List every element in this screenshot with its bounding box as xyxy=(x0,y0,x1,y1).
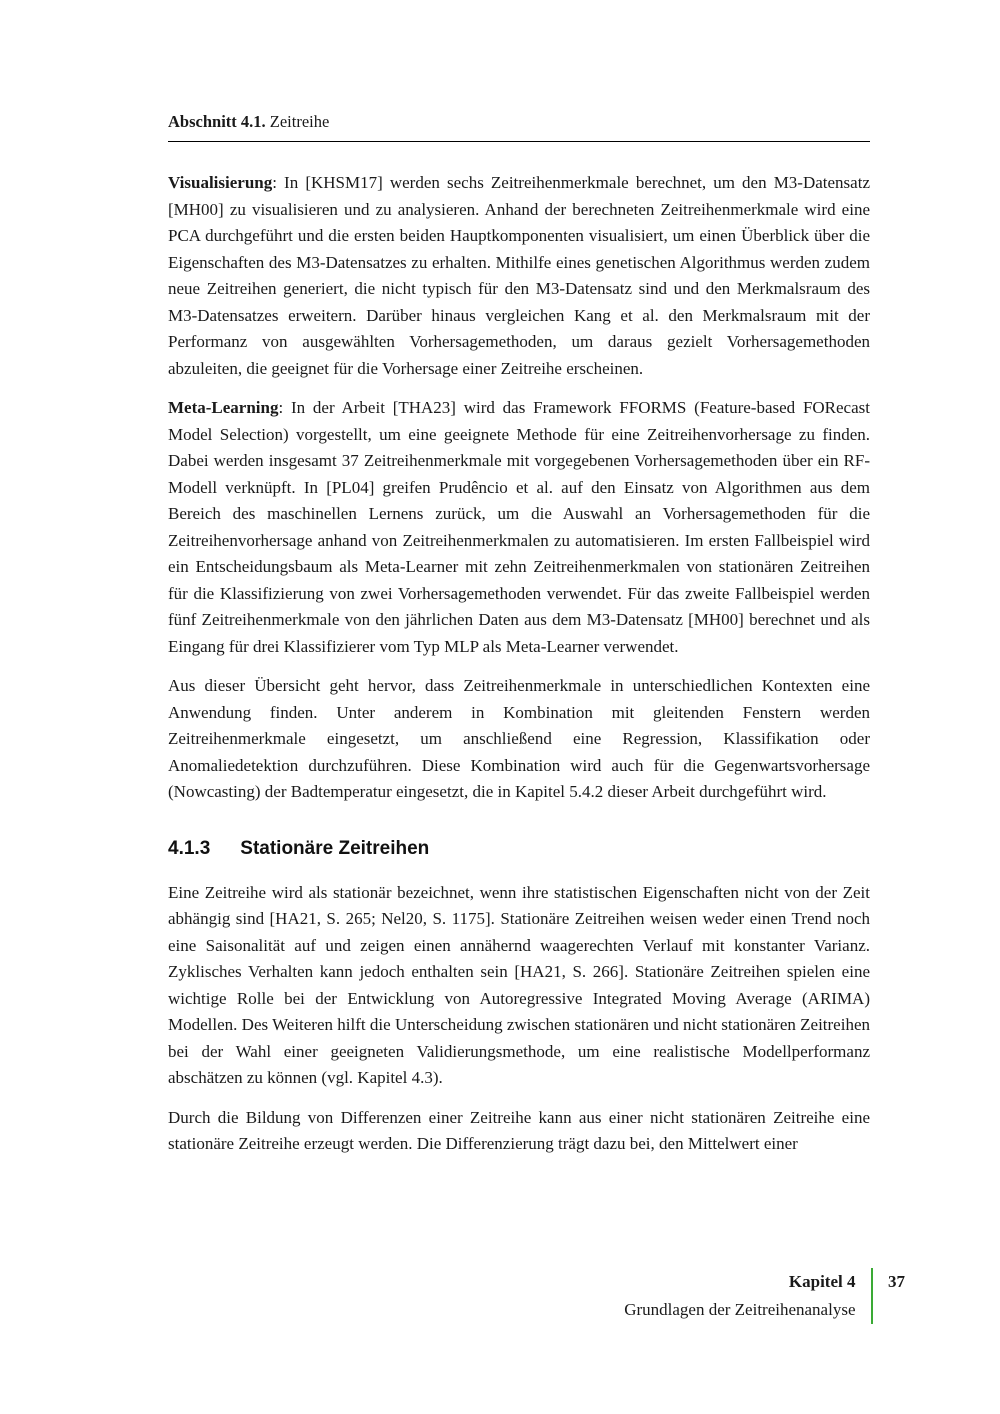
section-heading-number: 4.1.3 xyxy=(168,837,211,859)
section-heading-title: Stationäre Zeitreihen xyxy=(240,837,430,859)
paragraph-text: : In der Arbeit [THA23] wird das Framework FFORMS (Feature-based FORecast Model Selection) vorgestellt, um eine geeignete Methode für eine Zeitreihenvorhersage zu finden. Dabei werden insgesamt 37 Zeitreihenmerkmale mit vorgegebenen Vorhersagemethoden über ein RF-Modell verknüpft. In [PL04] greifen Prudêncio et al. auf den Einsatz von Algorithmen aus dem Bereich des maschinellen Lernens zurück, um die Auswahl an Vorhersagemethoden für die Zeitreihenvorhersage anhand von Zeitreihenmerkmalen zu automatisieren. Im ersten Fallbeispiel wird ein Entscheidungsbaum als Meta-Learner mit zehn Zeitreihenmerkmalen von stationären Zeitreihen für die Klassifizierung von zwei Vorhersagemethoden verwendet. Für das zweite Fallbeispiel werden fünf Zeitreihenmerkmale von den jährlichen Daten aus dem M3-Datensatz [MH00] berechnet und als Eingang für drei Klassifizierer vom Typ MLP als Meta-Learner verwendet. xyxy=(168,398,870,656)
footer-chapter-label: Kapitel 4 xyxy=(788,1272,856,1291)
section-heading xyxy=(168,838,870,860)
page-content xyxy=(168,112,870,1171)
paragraph-stationaer: Eine Zeitreihe wird als stationär bezeichnet, wenn ihre statistischen Eigenschaften nicht von der Zeit abhängig sind [HA21, S. 265; Nel20, S. 1175]. Stationäre Zeitreihen weisen weder einen Trend noch eine Saisonalität auf und zeigen einen annähernd waagerechten Verlauf mit konstanter Varianz. Zyklisches Verhalten kann jedoch enthalten sein [HA21, S. 266]. Stationäre Zeitreihen spielen eine wichtige Rolle bei der Entwicklung von Autoregressive Integrated Moving Average (ARIMA) Modellen. Des Weiteren hilft die Unterscheidung zwischen stationären und nicht stationären Zeitreihen bei der Wahl einer geeigneten Validierungsmethode, um eine realistische Modellperformanz abschätzen zu können (vgl. Kapitel 4.3). xyxy=(168,882,870,1087)
paragraph-differenzen: Durch die Bildung von Differenzen einer Zeitreihe kann aus einer nicht stationären Zeitreihe eine stationäre Zeitreihe erzeugt werden. Die Differenzierung trägt dazu bei, den Mittelwert einer xyxy=(168,1107,870,1153)
running-header-section-label: Abschnitt 4.1. xyxy=(168,112,266,131)
paragraph-visualisierung xyxy=(168,170,870,382)
running-header xyxy=(168,112,870,142)
body-text xyxy=(168,170,870,1158)
footer-chapter-subtitle: Grundlagen der Zeitreihenanalyse xyxy=(624,1300,856,1319)
paragraph-lead: Visualisierung xyxy=(168,173,273,192)
paragraph-lead: Meta-Learning xyxy=(168,398,279,417)
page-footer xyxy=(624,1268,918,1324)
footer-chapter-block xyxy=(624,1268,855,1324)
paragraph-meta-learning xyxy=(168,395,870,660)
paragraph-text: : In [KHSM17] werden sechs Zeitreihenmerkmale berechnet, um den M3-Datensatz [MH00] zu visualisieren und zu analysieren. Anhand der berechneten Zeitreihenmerkmale wird eine PCA durchgeführt und die ersten beiden Hauptkomponenten visualisiert, um einen Überblick über die Eigenschaften des M3-Datensatzes zu erhalten. Mithilfe eines genetischen Algorithmus werden zudem neue Zeitreihen generiert, die nicht typisch für den M3-Datensatz sind und den Merkmalsraum des M3-Datensatzes erweitern. Darüber hinaus vergleichen Kang et al. den Merkmalsraum mit der Performanz von ausgewählten Vorhersagemethoden, um daraus gezielt Vorhersagemethoden abzuleiten, die geeignet für die Vorhersage einer Zeitreihe erscheinen. xyxy=(168,173,870,378)
page-number: 37 xyxy=(888,1272,905,1291)
running-header-section-title: Zeitreihe xyxy=(269,112,330,131)
footer-accent-divider xyxy=(871,1268,874,1324)
paragraph-uebersicht: Aus dieser Übersicht geht hervor, dass Zeitreihenmerkmale in unterschiedlichen Kontexten eine Anwendung finden. Unter anderem in Kombination mit gleitenden Fenstern werden Zeitreihenmerkmale eingesetzt, um anschließend eine Regression, Klassifikation oder Anomaliedetektion durchzuführen. Diese Kombination wird auch für die Gegenwartsvorhersage (Nowcasting) der Badtemperatur eingesetzt, die in Kapitel 5.4.2 dieser Arbeit durchgeführt wird. xyxy=(168,676,870,801)
